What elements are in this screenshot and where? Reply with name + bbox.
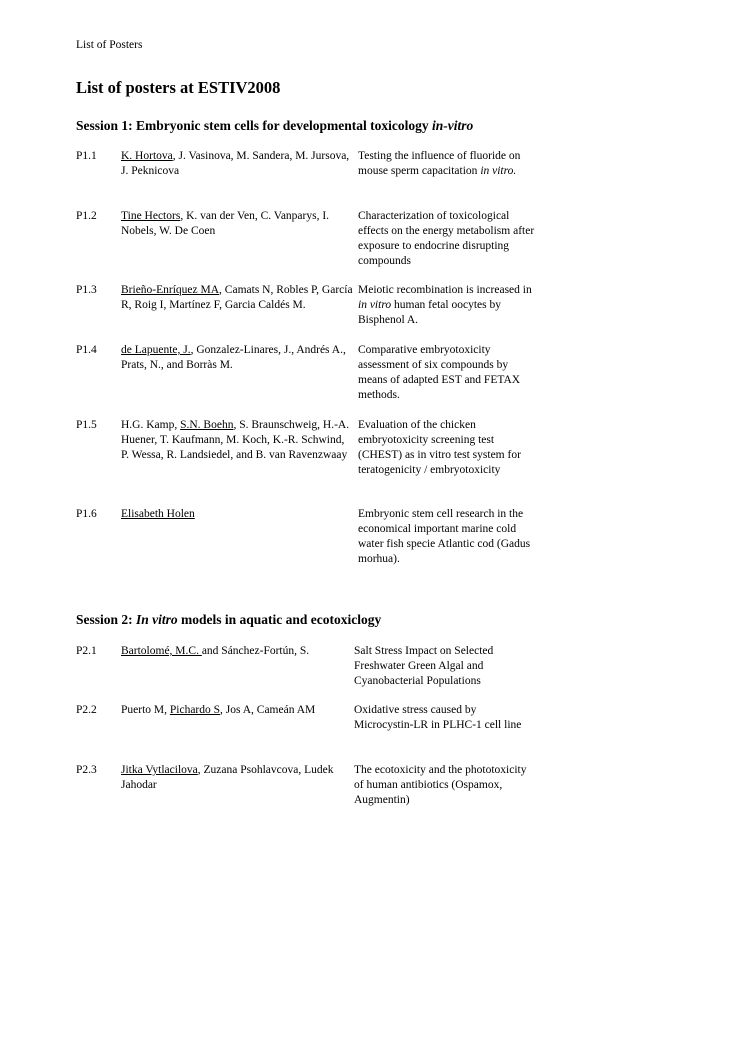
poster-id: P1.4 bbox=[76, 344, 97, 356]
presenting-author: Bartolomé, M.C. bbox=[121, 645, 202, 657]
presenting-author: K. Hortova bbox=[121, 150, 173, 162]
poster-authors: K. Hortova, J. Vasinova, M. Sandera, M. Jursova, J. Peknicova bbox=[121, 150, 350, 177]
poster-title: Embryonic stem cell research in the economical important marine cold water fish specie Atlantic cod (Gadus morhua). bbox=[358, 508, 531, 565]
poster-title: Salt Stress Impact on Selected Freshwater Green Algal and Cyanobacterial Populations bbox=[354, 645, 494, 687]
poster-authors: Puerto M, Pichardo S, Jos A, Cameán AM bbox=[121, 704, 316, 716]
poster-id: P1.1 bbox=[76, 150, 97, 162]
session-1-heading: Session 1: Embryonic stem cells for developmental toxicology in-vitro bbox=[76, 118, 474, 133]
presenting-author: Pichardo S bbox=[169, 704, 221, 716]
poster-title: Oxidative stress caused by Microcystin-LR in PLHC-1 cell line bbox=[354, 704, 522, 731]
presenting-author: Elisabeth Holen bbox=[121, 508, 195, 520]
poster-authors: Bartolomé, M.C. and Sánchez-Fortún, S. bbox=[121, 645, 310, 657]
poster-title: Meiotic recombination is increased in in vitro human fetal oocytes by Bisphenol A. bbox=[358, 284, 532, 326]
poster-id: P1.6 bbox=[76, 508, 97, 520]
presenting-author: Jitka Vytlacilova bbox=[121, 764, 198, 776]
presenting-author: Brieño-Enríquez MA bbox=[121, 284, 220, 296]
poster-title: Testing the influence of fluoride on mouse sperm capacitation in vitro. bbox=[358, 150, 521, 177]
poster-id: P1.2 bbox=[76, 210, 97, 222]
poster-id: P1.3 bbox=[76, 284, 97, 296]
document-title: List of posters at ESTIV2008 bbox=[76, 78, 281, 97]
poster-title: The ecotoxicity and the phototoxicity of human antibiotics (Ospamox, Augmentin) bbox=[354, 764, 527, 806]
poster-title: Evaluation of the chicken embryotoxicity screening test (CHEST) as in vitro test system for teratogenicity / embryotoxicity bbox=[358, 419, 521, 476]
poster-authors: H.G. Kamp, S.N. Boehn, S. Braunschweig, H.-A. Huener, T. Kaufmann, M. Koch, K.-R. Schwind, P. Wessa, R. Landsiedel, and B. van Ravenzwaay bbox=[121, 419, 350, 461]
poster-title: Characterization of toxicological effects on the energy metabolism after exposure to endocrine disrupting compounds bbox=[358, 210, 535, 267]
poster-id: P2.2 bbox=[76, 704, 97, 716]
presenting-author: de Lapuente, J. bbox=[121, 344, 191, 356]
presenting-author: S.N. Boehn bbox=[180, 419, 234, 431]
session-2-heading: Session 2: In vitro models in aquatic and ecotoxiclogy bbox=[76, 612, 382, 627]
poster-authors: Tine Hectors, K. van der Ven, C. Vanparys, I. Nobels, W. De Coen bbox=[121, 210, 330, 237]
poster-id: P2.3 bbox=[76, 764, 97, 776]
poster-id: P1.5 bbox=[76, 419, 97, 431]
poster-authors: de Lapuente, J., Gonzalez-Linares, J., Andrés A., Prats, N., and Borràs M. bbox=[121, 344, 346, 371]
poster-authors: Brieño-Enríquez MA, Camats N, Robles P, García R, Roig I, Martínez F, Garcia Caldés M. bbox=[121, 284, 353, 311]
poster-id: P2.1 bbox=[76, 645, 97, 657]
running-header: List of Posters bbox=[76, 39, 143, 51]
poster-title: Comparative embryotoxicity assessment of six compounds by means of adapted EST and FETAX methods. bbox=[358, 344, 521, 401]
presenting-author: Tine Hectors bbox=[121, 210, 181, 222]
poster-authors: Jitka Vytlacilova, Zuzana Psohlavcova, Ludek Jahodar bbox=[121, 764, 334, 791]
poster-authors bbox=[121, 507, 353, 522]
